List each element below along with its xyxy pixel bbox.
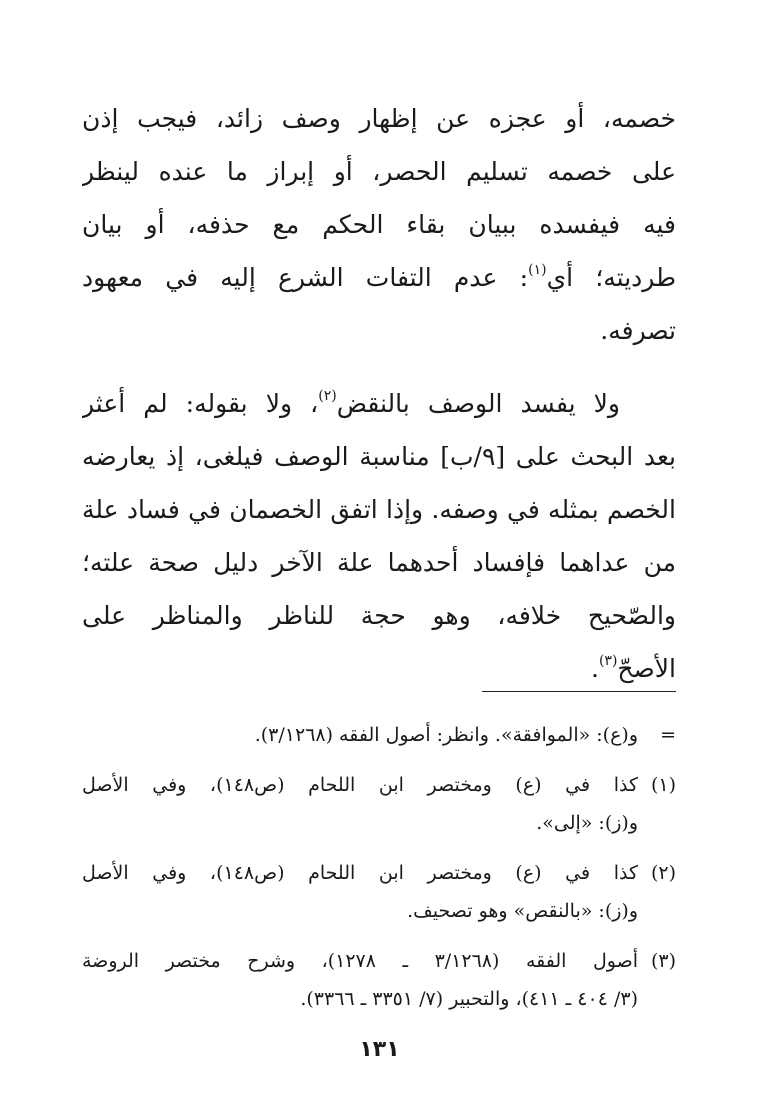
footnote-line: (٣/ ٤٠٤ ـ ٤١١)، والتحبير (٧/ ٣٣٥١ ـ ٣٣٦٦). <box>300 988 638 1010</box>
paragraph-2 <box>82 377 676 695</box>
footnote-line: كذا في (ع) ومختصر ابن اللحام (ص١٤٨)، وفي الأصل <box>82 774 638 796</box>
text-line: من عداهما فإفساد أحدهما علة الآخر دليل صحة علته؛ <box>82 548 676 577</box>
text-line <box>82 377 676 430</box>
text-line: بعد البحث على [٩/ب] مناسبة الوصف فيلغى، إذ يعارضه <box>82 442 676 471</box>
footnotes-section <box>82 716 676 1030</box>
footnote-3 <box>82 942 676 1018</box>
text-line: تصرفه. <box>600 316 676 345</box>
text-line: خصمه، أو عجزه عن إظهار وصف زائد، فيجب إذن <box>82 104 676 133</box>
footnote-number: (٣) <box>650 950 676 972</box>
text-line <box>82 642 676 695</box>
footnote-line: أصول الفقه (٣/١٢٦٨ ـ ١٢٧٨)، وشرح مختصر الروضة <box>82 950 638 972</box>
text-line: على خصمه تسليم الحصر، أو إبراز ما عنده لينظر <box>82 157 676 186</box>
text-segment: . <box>591 654 599 683</box>
text-segment: الأصحّ <box>617 654 676 683</box>
footnote-number: (١) <box>650 774 676 796</box>
footnote-line: و(ز): «بالنقص» وهو تصحيف. <box>407 900 638 922</box>
footnote-continuation <box>82 716 676 754</box>
text-line: والصّحيح خلافه، وهو حجة للناظر والمناظر على <box>82 601 676 630</box>
footnote-ref-3[interactable]: (٣) <box>598 653 618 669</box>
footnote-line: و(ع): «الموافقة». وانظر: أصول الفقه (٣/١٢٦٨). <box>254 724 638 746</box>
page-number: ١٣١ <box>359 1037 400 1062</box>
text-line: فيه فيفسده ببيان بقاء الحكم مع حذفه، أو بيان <box>82 210 676 239</box>
paragraph-1 <box>82 92 676 357</box>
footnote-ref-2[interactable]: (٢) <box>318 388 337 404</box>
footnote-1 <box>82 766 676 842</box>
footnote-line: كذا في (ع) ومختصر ابن اللحام (ص١٤٨)، وفي الأصل <box>82 862 638 884</box>
footnote-text <box>82 716 638 754</box>
text-segment: ، ولا بقوله: لم أعثر <box>82 389 319 418</box>
footnote-text <box>82 766 638 842</box>
footnote-line: و(ز): «إلى». <box>536 812 638 834</box>
footnote-2 <box>82 854 676 930</box>
footnote-divider <box>482 691 676 692</box>
text-line <box>82 251 676 304</box>
text-segment: : عدم التفات الشرع إليه في معهود <box>82 263 529 292</box>
footnote-ref-1[interactable]: (١) <box>528 262 547 278</box>
footnote-text <box>82 854 638 930</box>
footnote-number: = <box>660 724 676 746</box>
text-segment: ولا يفسد الوصف بالنقض <box>336 389 620 418</box>
text-line: الخصم بمثله في وصفه. وإذا اتفق الخصمان في فساد علة <box>82 495 676 524</box>
footnote-text <box>82 942 638 1018</box>
text-segment: طرديته؛ أي <box>546 263 676 292</box>
footnote-number: (٢) <box>650 862 676 884</box>
